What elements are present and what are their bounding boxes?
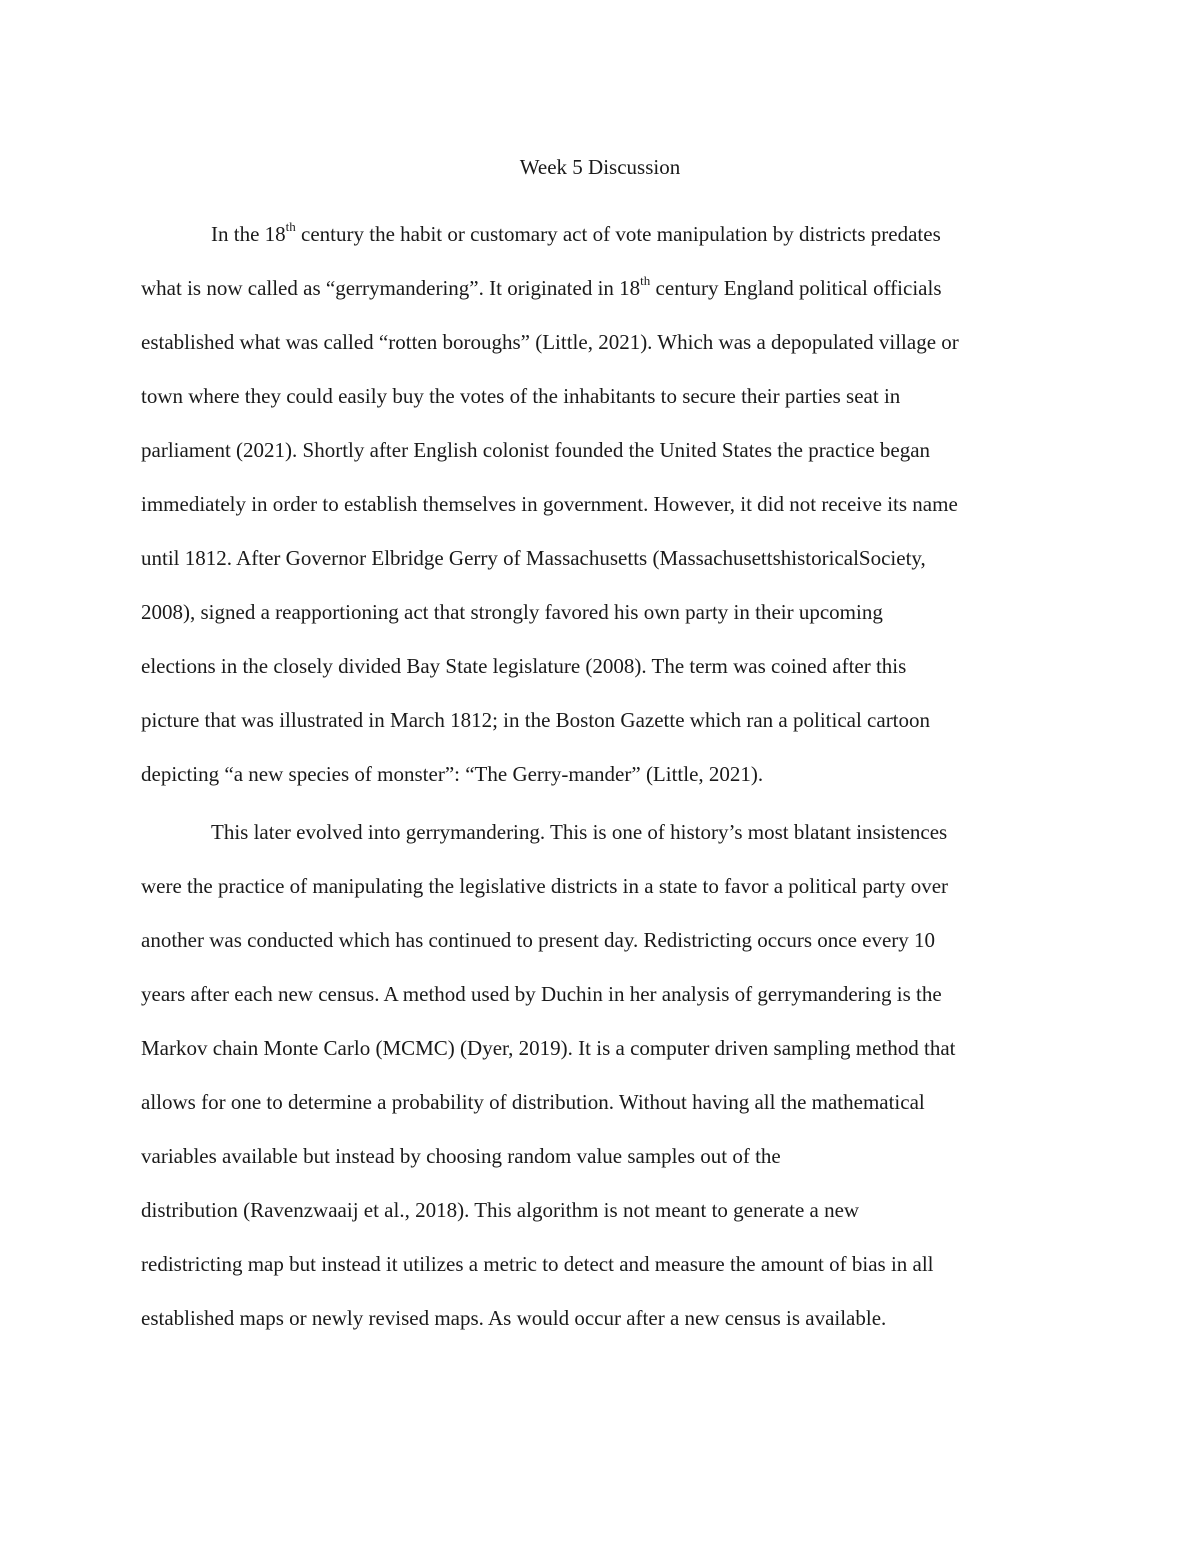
document-title: Week 5 Discussion bbox=[519, 155, 681, 179]
line-text: what is now called as “gerrymandering”. It originated in 18 bbox=[141, 276, 641, 300]
paragraph-2-line-4: years after each new census. A method used by Duchin in her analysis of gerrymandering is the bbox=[141, 982, 942, 1006]
ordinal-superscript: th bbox=[285, 219, 296, 234]
paragraph-1-line-6: immediately in order to establish themselves in government. However, it did not receive its name bbox=[141, 492, 958, 516]
paragraph-1-line-9: elections in the closely divided Bay State legislature (2008). The term was coined after this bbox=[141, 654, 907, 678]
document-body bbox=[141, 207, 1071, 1345]
paragraph-1 bbox=[141, 207, 1071, 801]
paragraph-2-line-9: redistricting map but instead it utilizes a metric to detect and measure the amount of bias in all bbox=[141, 1252, 934, 1276]
paragraph-1-line-2 bbox=[141, 261, 1071, 315]
paragraph-2-line-5: Markov chain Monte Carlo (MCMC) (Dyer, 2019). It is a computer driven sampling method that bbox=[141, 1036, 956, 1060]
paragraph-2 bbox=[141, 805, 1071, 1345]
line-text: In the 18 bbox=[211, 222, 286, 246]
line-text: century the habit or customary act of vote manipulation by districts predates bbox=[295, 222, 941, 246]
paragraph-2-line-2: were the practice of manipulating the legislative districts in a state to favor a political party over bbox=[141, 874, 949, 898]
ordinal-superscript: th bbox=[640, 273, 651, 288]
paragraph-1-line-8: 2008), signed a reapportioning act that strongly favored his own party in their upcoming bbox=[141, 600, 883, 624]
paragraph-2-line-7: variables available but instead by choosing random value samples out of the bbox=[141, 1144, 781, 1168]
paragraph-1-line-3: established what was called “rotten boroughs” (Little, 2021). Which was a depopulated village or bbox=[141, 330, 959, 354]
paragraph-2-line-6: allows for one to determine a probability of distribution. Without having all the mathematical bbox=[141, 1090, 925, 1114]
paragraph-2-line-1: This later evolved into gerrymandering. This is one of history’s most blatant insistences bbox=[211, 820, 948, 844]
paragraph-2-line-10: established maps or newly revised maps. As would occur after a new census is available. bbox=[141, 1306, 887, 1330]
paragraph-1-line-1 bbox=[141, 207, 1071, 261]
paragraph-1-line-4: town where they could easily buy the votes of the inhabitants to secure their parties seat in bbox=[141, 384, 901, 408]
paragraph-2-line-3: another was conducted which has continued to present day. Redistricting occurs once every 10 bbox=[141, 928, 936, 952]
line-text: century England political officials bbox=[650, 276, 942, 300]
paragraph-1-line-11: depicting “a new species of monster”: “The Gerry-mander” (Little, 2021). bbox=[141, 762, 764, 786]
paragraph-1-line-5: parliament (2021). Shortly after English colonist founded the United States the practice began bbox=[141, 438, 931, 462]
paragraph-1-line-7: until 1812. After Governor Elbridge Gerry of Massachusetts (MassachusettshistoricalSociety, bbox=[141, 546, 926, 570]
paragraph-1-line-10: picture that was illustrated in March 1812; in the Boston Gazette which ran a political cartoon bbox=[141, 708, 931, 732]
paragraph-2-line-8: distribution (Ravenzwaaij et al., 2018). This algorithm is not meant to generate a new bbox=[141, 1198, 860, 1222]
